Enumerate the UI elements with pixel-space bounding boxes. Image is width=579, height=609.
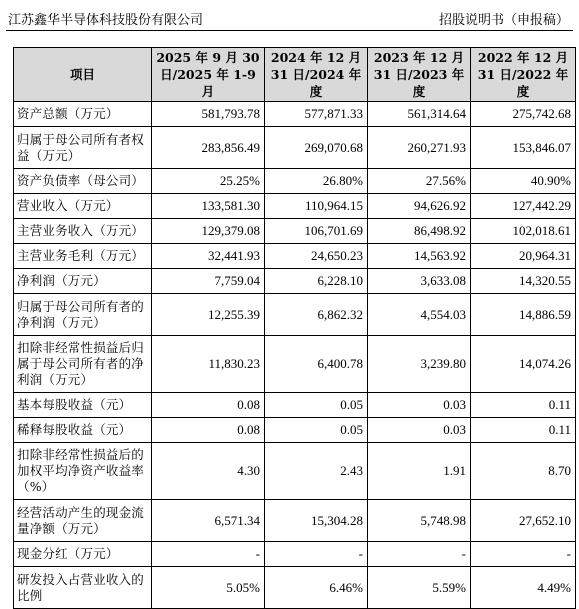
cell-value: 27,652.10 — [471, 500, 576, 542]
table-row — [14, 542, 576, 567]
cell-value: 3,633.08 — [368, 269, 471, 294]
table-row — [14, 567, 576, 609]
cell-value: 5.59% — [368, 567, 471, 609]
cell-value: 6.46% — [265, 567, 368, 609]
cell-value: 2.43 — [265, 443, 368, 500]
financial-data-table — [13, 47, 576, 609]
cell-value: 0.11 — [471, 418, 576, 443]
document-header — [0, 0, 579, 30]
header-text-2025q3: 2025 年 9 月 30 日/2025 年 1-9 月 — [156, 50, 260, 99]
cell-value: 3,239.80 — [368, 336, 471, 393]
cell-value: - — [152, 542, 265, 567]
row-label: 稀释每股收益（元） — [14, 418, 152, 443]
cell-value: 4.30 — [152, 443, 265, 500]
cell-value: 6,400.78 — [265, 336, 368, 393]
row-label: 归属于母公司所有者的净利润（万元） — [14, 294, 152, 336]
column-header-2023 — [368, 48, 471, 102]
table-row — [14, 269, 576, 294]
cell-value: 577,871.33 — [265, 102, 368, 127]
cell-value: 27.56% — [368, 169, 471, 194]
cell-value: 94,626.92 — [368, 194, 471, 219]
cell-value: 14,320.55 — [471, 269, 576, 294]
table-row — [14, 393, 576, 418]
cell-value: 7,759.04 — [152, 269, 265, 294]
row-label: 主营业务收入（万元） — [14, 219, 152, 244]
row-label: 基本每股收益（元） — [14, 393, 152, 418]
cell-value: 106,701.69 — [265, 219, 368, 244]
cell-value: 129,379.08 — [152, 219, 265, 244]
cell-value: 0.05 — [265, 418, 368, 443]
cell-value: 14,886.59 — [471, 294, 576, 336]
cell-value: 0.08 — [152, 418, 265, 443]
cell-value: 6,228.10 — [265, 269, 368, 294]
cell-value: 6,862.32 — [265, 294, 368, 336]
cell-value: 110,964.15 — [265, 194, 368, 219]
row-label: 扣除非经常性损益后归属于母公司所有者的净利润（万元） — [14, 336, 152, 393]
company-name: 江苏鑫华半导体科技股份有限公司 — [8, 13, 204, 28]
cell-value: 561,314.64 — [368, 102, 471, 127]
cell-value: 4.49% — [471, 567, 576, 609]
cell-value: 275,742.68 — [471, 102, 576, 127]
cell-value: 260,271.93 — [368, 127, 471, 169]
cell-value: 0.03 — [368, 418, 471, 443]
header-text-2024: 2024 年 12 月 31 日/2024 年度 — [270, 50, 362, 99]
table-row — [14, 102, 576, 127]
cell-value: 581,793.78 — [152, 102, 265, 127]
table-row — [14, 500, 576, 542]
cell-value: 14,074.26 — [471, 336, 576, 393]
table-row — [14, 418, 576, 443]
cell-value: 153,846.07 — [471, 127, 576, 169]
row-label: 资产负债率（母公司） — [14, 169, 152, 194]
cell-value: 0.08 — [152, 393, 265, 418]
cell-value: 1.91 — [368, 443, 471, 500]
table-row — [14, 127, 576, 169]
cell-value: 20,964.31 — [471, 244, 576, 269]
header-divider — [6, 30, 573, 31]
cell-value: 14,563.92 — [368, 244, 471, 269]
cell-value: - — [368, 542, 471, 567]
table-row — [14, 244, 576, 269]
row-label: 净利润（万元） — [14, 269, 152, 294]
header-text-2022: 2022 年 12 月 31 日/2022 年度 — [477, 50, 569, 99]
cell-value: 5.05% — [152, 567, 265, 609]
table-row — [14, 294, 576, 336]
cell-value: 102,018.61 — [471, 219, 576, 244]
row-label: 现金分红（万元） — [14, 542, 152, 567]
row-label: 主营业务毛利（万元） — [14, 244, 152, 269]
cell-value: 26.80% — [265, 169, 368, 194]
cell-value: 24,650.23 — [265, 244, 368, 269]
cell-value: 283,856.49 — [152, 127, 265, 169]
cell-value: 32,441.93 — [152, 244, 265, 269]
column-header-2022 — [471, 48, 576, 102]
cell-value: 0.03 — [368, 393, 471, 418]
cell-value: 8.70 — [471, 443, 576, 500]
table-row — [14, 219, 576, 244]
table-row — [14, 194, 576, 219]
cell-value: - — [471, 542, 576, 567]
cell-value: 127,442.29 — [471, 194, 576, 219]
column-header-2024 — [265, 48, 368, 102]
document-title: 招股说明书（申报稿） — [438, 13, 569, 28]
table-header-row — [14, 48, 576, 102]
column-header-2025q3 — [152, 48, 265, 102]
table-row — [14, 443, 576, 500]
cell-value: 6,571.34 — [152, 500, 265, 542]
cell-value: 25.25% — [152, 169, 265, 194]
row-label: 研发投入占营业收入的比例 — [14, 567, 152, 609]
row-label: 营业收入（万元） — [14, 194, 152, 219]
cell-value: 5,748.98 — [368, 500, 471, 542]
cell-value: 86,498.92 — [368, 219, 471, 244]
row-label: 扣除非经常性损益后的加权平均净资产收益率（%） — [14, 443, 152, 500]
row-label: 归属于母公司所有者权益（万元） — [14, 127, 152, 169]
table-row — [14, 336, 576, 393]
cell-value: 0.05 — [265, 393, 368, 418]
cell-value: 133,581.30 — [152, 194, 265, 219]
cell-value: - — [265, 542, 368, 567]
row-label: 经营活动产生的现金流量净额（万元） — [14, 500, 152, 542]
cell-value: 12,255.39 — [152, 294, 265, 336]
cell-value: 0.11 — [471, 393, 576, 418]
cell-value: 4,554.03 — [368, 294, 471, 336]
cell-value: 15,304.28 — [265, 500, 368, 542]
cell-value: 11,830.23 — [152, 336, 265, 393]
row-label: 资产总额（万元） — [14, 102, 152, 127]
column-header-item: 项目 — [14, 48, 152, 102]
cell-value: 269,070.68 — [265, 127, 368, 169]
table-row — [14, 169, 576, 194]
header-text-2023: 2023 年 12 月 31 日/2023 年度 — [373, 50, 465, 99]
cell-value: 40.90% — [471, 169, 576, 194]
